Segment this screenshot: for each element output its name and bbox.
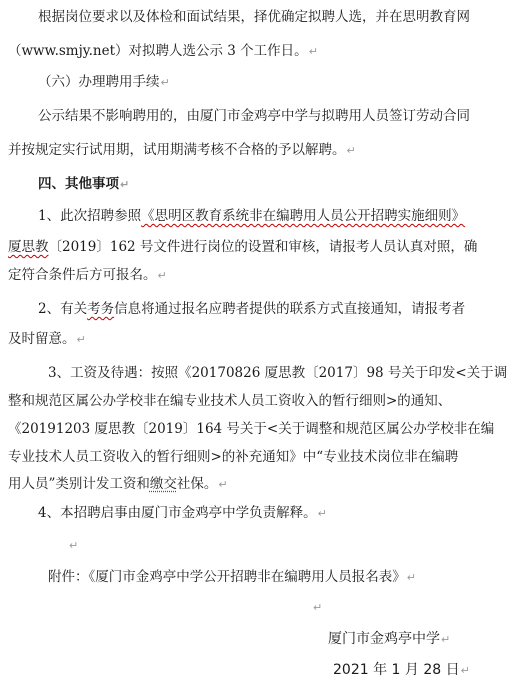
text-line xyxy=(38,300,465,318)
paragraph-mark-icon: ↵ xyxy=(120,178,130,191)
line-text: 定符合条件后方可报名。 xyxy=(8,267,157,283)
line-text: 4、本招聘启事由厦门市金鸡亭中学负责解释。 xyxy=(38,505,317,521)
spellcheck-underlined-text: 考务 xyxy=(87,301,115,317)
paragraph-mark-icon: ↵ xyxy=(218,478,228,491)
line-text: （www.smjy.net）对拟聘人选公示 3 个工作日。 xyxy=(8,43,308,59)
section-subheading xyxy=(38,73,170,92)
line-text: 信息将通过报名应聘者提供的联系方式直接通知，请报考者 xyxy=(114,301,466,317)
paragraph-mark-icon: ↵ xyxy=(406,571,416,584)
paragraph-mark-icon: ↵ xyxy=(308,45,318,58)
paragraph-mark-icon: ↵ xyxy=(346,144,356,157)
text-line xyxy=(38,107,470,125)
line-text: 社保。 xyxy=(176,476,218,492)
text-line xyxy=(8,238,477,256)
spellcheck-underlined-text: 《思明区教育系统非在编聘用人员公开招聘实施细则》 xyxy=(141,208,466,224)
line-text: 及时留意。 xyxy=(8,331,76,347)
paragraph-mark-icon: ↵ xyxy=(317,507,327,520)
line-text: 《20191203 厦思教〔2019〕164 号关于<关于调整和规范区属公办学校非在编 xyxy=(8,421,495,437)
text-line xyxy=(8,330,86,349)
line-text: 根据岗位要求以及体检和面试结果，择优确定拟聘人选，并在思明教育网 xyxy=(38,9,470,25)
text-line xyxy=(48,364,507,382)
text-line xyxy=(8,392,451,410)
text-line xyxy=(8,266,167,285)
text-line xyxy=(8,42,318,61)
empty-line xyxy=(68,536,78,555)
line-text: 用人员”类别计发工资和 xyxy=(8,476,150,492)
paragraph-mark-icon: ↵ xyxy=(160,76,170,89)
text-line xyxy=(38,207,465,225)
text-line xyxy=(8,448,458,466)
text-line xyxy=(8,141,356,160)
line-text: 专业技术人员工资收入的暂行细则>的补充通知》中“专业技术岗位非在编聘 xyxy=(8,449,459,465)
paragraph-mark-icon: ↵ xyxy=(157,269,167,282)
spellcheck-underlined-text: 厦思教 xyxy=(8,239,49,255)
line-text: 整和规范区属公办学校非在编专业技术人员工资收入的暂行细则>的通知、 xyxy=(8,393,452,409)
grammar-underlined-text: 缴交 xyxy=(149,476,177,492)
line-text: 公示结果不影响聘用的，由厦门市金鸡亭中学与拟聘用人员签订劳动合同 xyxy=(38,108,470,124)
text-line xyxy=(38,8,470,26)
attachment-line xyxy=(48,568,416,587)
paragraph-mark-icon: ↵ xyxy=(441,633,451,646)
empty-line xyxy=(312,598,322,617)
paragraph-mark-icon: ↵ xyxy=(313,601,323,614)
line-text: 附件：《厦门市金鸡亭中学公开招聘非在编聘用人员报名表》 xyxy=(48,569,406,585)
line-text: 四、其他事项 xyxy=(38,176,119,192)
paragraph-mark-icon: ↵ xyxy=(76,333,86,346)
line-text: 并按规定实行试用期，试用期满考核不合格的予以解聘。 xyxy=(8,142,346,158)
section-heading xyxy=(38,175,129,194)
date-text: 2021 年 1 月 28 日 xyxy=(333,662,460,678)
text-line xyxy=(8,475,228,494)
text-line xyxy=(8,420,494,438)
signature-org xyxy=(328,630,450,649)
text-line xyxy=(38,504,327,523)
line-text: 2、有关 xyxy=(38,301,88,317)
line-text: （六）办理聘用手续 xyxy=(38,74,160,90)
line-text: 3、工资及待遇：按照《20170826 厦思教〔2017〕98 号关于印发<关于调 xyxy=(48,365,508,381)
paragraph-mark-icon: ↵ xyxy=(69,539,79,552)
line-text: 1、此次招聘参照 xyxy=(38,208,142,224)
signature-date xyxy=(333,661,470,680)
paragraph-mark-icon: ↵ xyxy=(460,664,470,677)
org-name: 厦门市金鸡亭中学 xyxy=(328,631,440,647)
line-text: 〔2019〕162 号文件进行岗位的设置和审核，请报考人员认真对照，确 xyxy=(48,239,478,255)
